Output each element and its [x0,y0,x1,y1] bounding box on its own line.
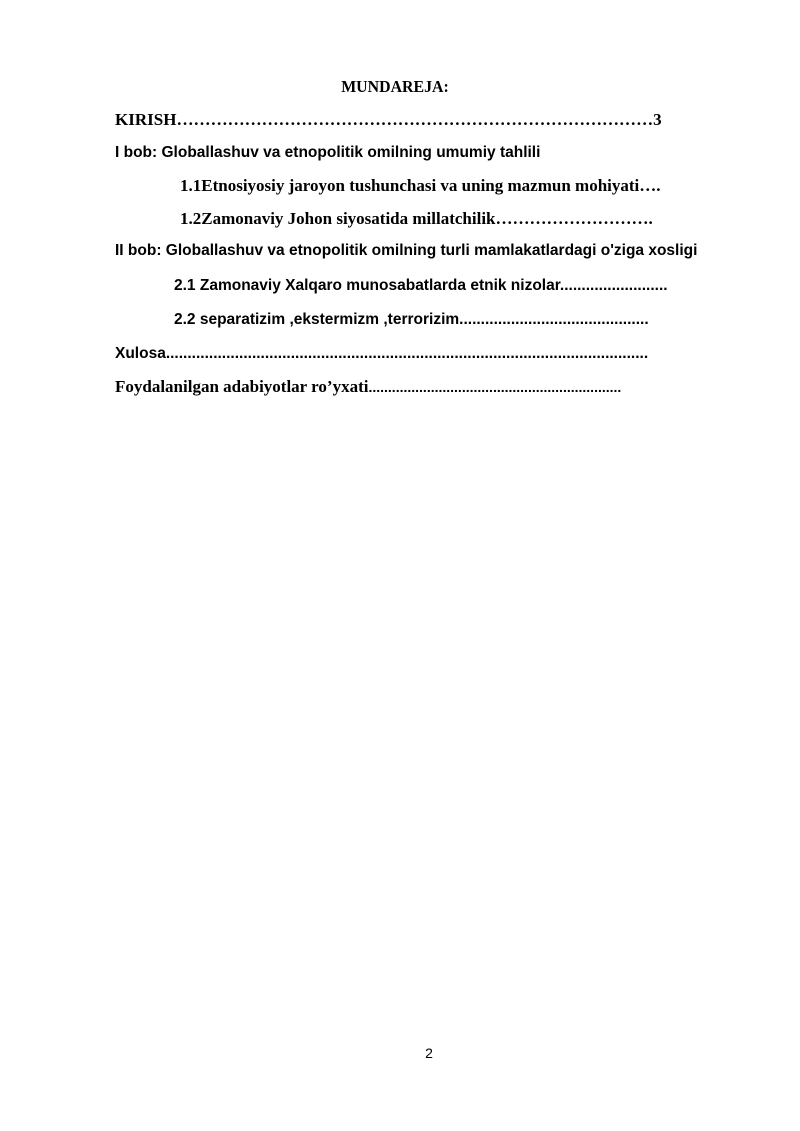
toc-entry-xulosa: Xulosa................................................................................................................ [115,345,649,362]
toc-entry-kirish: KIRISH…………………………………………………………………………3 [115,110,662,129]
toc-section-1-2: 1.2Zamonaviy Johon siyosatida millatchilik………………………. [180,209,653,228]
toc-section-2-1: 2.1 Zamonaviy Xalqaro munosabatlarda etnik nizolar......................... [174,277,668,294]
bibliography-leader-dots: ................................................................. [368,379,622,395]
toc-title: MUNDAREJA: [341,77,449,96]
toc-chapter-2: II bob: Globallashuv va etnopolitik omilning turli mamlakatlardagi o'ziga xosligi [115,242,698,259]
toc-section-1-1: 1.1Etnosiyosiy jaroyon tushunchasi va uning mazmun mohiyati…. [180,176,661,195]
page-number: 2 [425,1045,433,1061]
toc-entry-bibliography [115,377,621,397]
toc-section-2-2: 2.2 separatizim ,ekstermizm ,terrorizim............................................ [174,311,649,328]
toc-chapter-1: I bob: Globallashuv va etnopolitik omilning umumiy tahlili [115,144,541,161]
bibliography-label: Foydalanilgan adabiyotlar ro’yxati [115,377,369,396]
